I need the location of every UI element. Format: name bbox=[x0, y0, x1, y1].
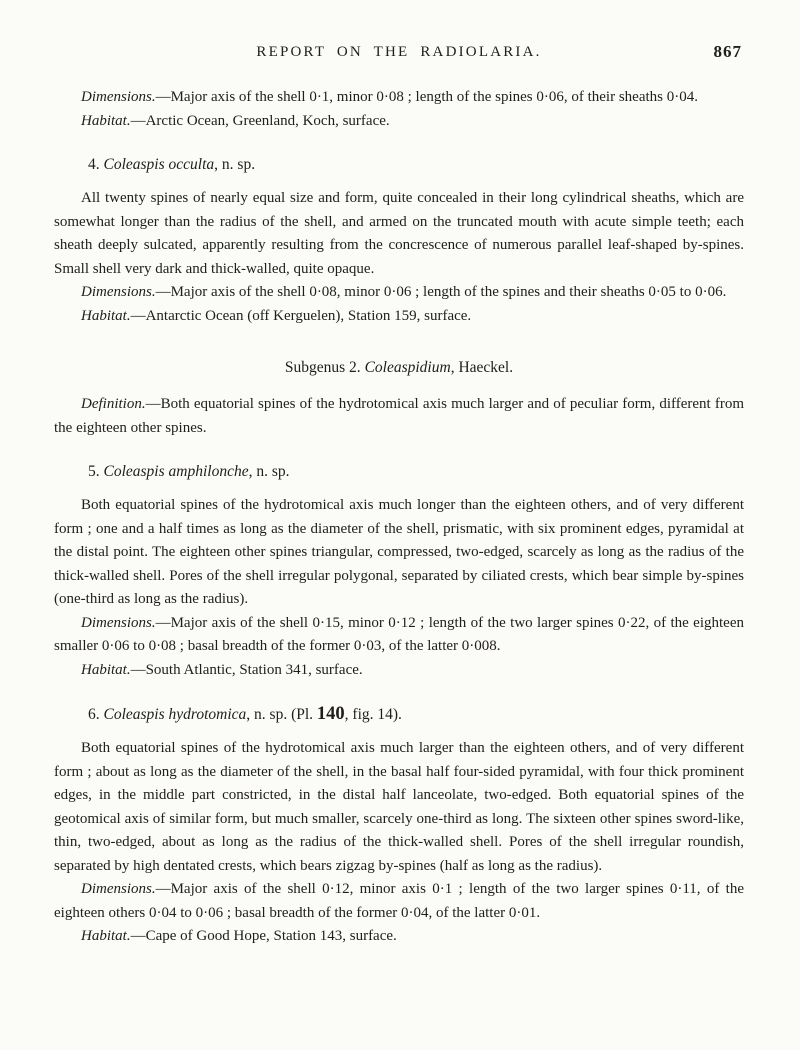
dimensions-paragraph bbox=[54, 281, 744, 305]
dimensions-text: —Major axis of the shell 0·15, minor 0·12 ; length of the two larger spines 0·22, of the eighteen smaller 0·06 to 0·08 ; basal breadth of the former 0·03, of the latter 0·008. bbox=[54, 614, 744, 654]
subgenus-prefix: Subgenus 2. bbox=[284, 359, 365, 376]
dimensions-text: —Major axis of the shell 0·12, minor axis 0·1 ; length of the two larger spines 0·11, of the eighteen others 0·04 to 0·06 ; basal breadth of the former 0·04, of the latter 0·01. bbox=[54, 881, 744, 921]
habitat-text: —Arctic Ocean, Greenland, Koch, surface. bbox=[130, 112, 390, 129]
dimensions-label: Dimensions. bbox=[81, 89, 156, 105]
dimensions-label: Dimensions. bbox=[81, 881, 156, 897]
dimensions-paragraph bbox=[54, 878, 744, 925]
habitat-label: Habitat. bbox=[81, 661, 131, 678]
habitat-text: —South Atlantic, Station 341, surface. bbox=[130, 661, 363, 678]
definition-label: Definition. bbox=[81, 396, 146, 412]
species-suffix: , n. sp. bbox=[248, 463, 290, 480]
species-heading-amphilonche bbox=[54, 461, 744, 483]
habitat-paragraph bbox=[54, 925, 744, 949]
definition-text: —Both equatorial spines of the hydrotomical axis much larger and of peculiar form, different from the eighteen other spines. bbox=[54, 396, 744, 436]
species-name: Coleaspis occulta bbox=[103, 156, 215, 173]
subgenus-suffix: , Haeckel. bbox=[450, 359, 514, 376]
species-number: 4. bbox=[88, 156, 104, 173]
dimensions-paragraph bbox=[54, 86, 744, 110]
habitat-label: Habitat. bbox=[81, 928, 131, 944]
species-description: Both equatorial spines of the hydrotomical axis much longer than the eighteen others, and of very different form ; one and a half times as long as the diameter of the shell, prismatic, with six prominent edges, pyramidal at the distal point. The eighteen other spines triangular, compressed, two-edged, scarcely as long as the radius of the thick-walled shell. Pores of the shell irregular polygonal, separated by ciliated crests, which bear simple by-spines (one-third as long as the radius). bbox=[54, 497, 744, 607]
species-suffix: , n. sp. (Pl. bbox=[246, 706, 317, 723]
running-title: REPORT ON THE RADIOLARIA. bbox=[256, 44, 542, 60]
dimensions-label: Dimensions. bbox=[81, 284, 156, 300]
dimensions-label: Dimensions. bbox=[81, 614, 156, 631]
habitat-paragraph bbox=[54, 110, 744, 134]
habitat-text: —Antarctic Ocean (off Kerguelen), Station 159, surface. bbox=[130, 307, 472, 324]
dimensions-text: —Major axis of the shell 0·1, minor 0·08 ; length of the spines 0·06, of their sheaths 0·04. bbox=[155, 89, 698, 105]
species-name: Coleaspis hydrotomica bbox=[103, 706, 247, 723]
habitat-paragraph bbox=[54, 659, 744, 683]
species-heading-occulta bbox=[54, 154, 744, 176]
subgenus-heading bbox=[54, 357, 744, 379]
species-description: All twenty spines of nearly equal size and form, quite concealed in their long cylindrical sheaths, which are somewhat longer than the radius of the shell, and armed on the truncated mouth with acute simple teeth; each sheath deeply sulcated, apparently resulting from the concrescence of numerous parallel leaf-shaped by-spines. Small shell very dark and thick-walled, quite opaque. bbox=[54, 190, 744, 277]
species-number: 5. bbox=[88, 463, 104, 480]
habitat-paragraph bbox=[54, 305, 744, 329]
species-number: 6. bbox=[88, 706, 104, 723]
habitat-text: —Cape of Good Hope, Station 143, surface. bbox=[130, 928, 397, 944]
page-number: 867 bbox=[713, 42, 742, 61]
subgenus-name: Coleaspidium bbox=[364, 359, 451, 376]
species-heading-hydrotomica bbox=[54, 703, 744, 726]
definition-paragraph bbox=[54, 393, 744, 440]
dimensions-paragraph bbox=[54, 612, 744, 659]
species-suffix: , n. sp. bbox=[214, 156, 256, 173]
plate-number: 140 bbox=[316, 704, 345, 724]
page-header bbox=[54, 44, 744, 66]
habitat-label: Habitat. bbox=[81, 307, 131, 324]
habitat-label: Habitat. bbox=[81, 112, 131, 129]
species-suffix: , fig. 14). bbox=[344, 706, 402, 723]
dimensions-text: —Major axis of the shell 0·08, minor 0·06 ; length of the spines and their sheaths 0·05 to 0·06. bbox=[155, 284, 727, 300]
species-description: Both equatorial spines of the hydrotomical axis much larger than the eighteen others, and of very different form ; about as long as the diameter of the shell, in the basal half four-sided pyramidal, with four thick prominent edges, in the middle part constricted, in the distal half lanceolate, two-edged. Both equatorial spines of the geotomical axis of similar form, but much smaller, scarcely one-third as long. The sixteen other spines sword-like, thin, two-edged, about as long as the radius of the thick-walled shell. Pores of the shell irregular roundish, separated by high dentated crests, which bears zigzag by-spines (half as long as the radius). bbox=[54, 740, 744, 874]
species-name: Coleaspis amphilonche bbox=[103, 463, 249, 480]
